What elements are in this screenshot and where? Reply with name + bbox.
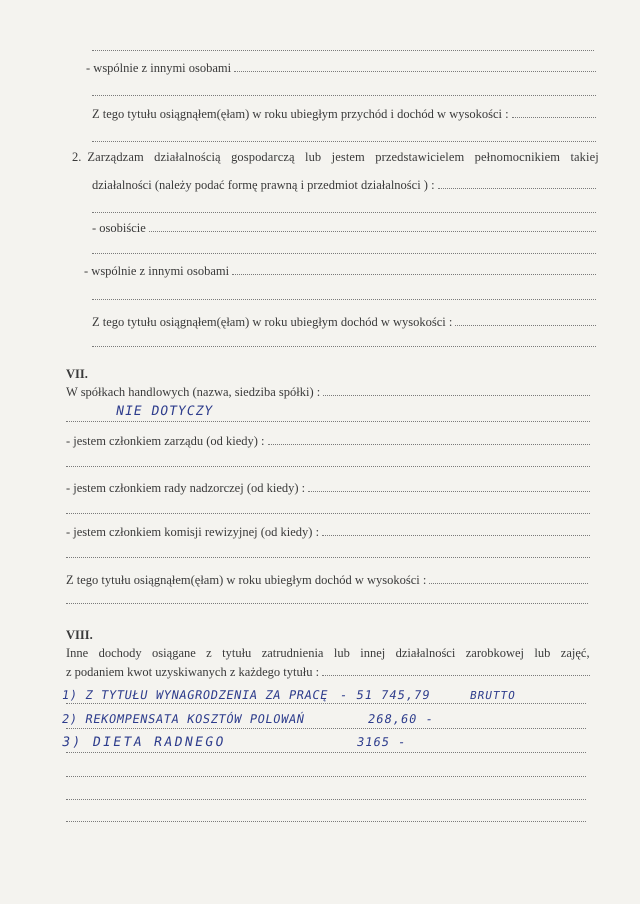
handwritten-nie-dotyczy: NIE DOTYCZY: [114, 404, 215, 419]
dotted-line: [92, 95, 596, 96]
section-viii-heading: VIII.: [66, 628, 93, 642]
zarzad-label: - jestem członkiem zarządu (od kiedy) :: [66, 434, 265, 448]
dotted-line: [66, 703, 586, 704]
entry-3-text: 3) DIETA RADNEGO: [60, 735, 227, 750]
dotted-line: [66, 466, 590, 467]
dotted-line: [92, 253, 596, 254]
spolki-row: [66, 384, 590, 400]
p2-wspolnie-label: - wspólnie z innymi osobami: [84, 264, 230, 278]
dotted-line: [66, 799, 586, 800]
s8-text-line2: z podaniem kwot uzyskiwanych z każdego tytułu :: [66, 665, 320, 679]
s8-text-line1: Inne dochody osiągane z tytułu zatrudnienia lub innej działalności zarobkowej lub zajęć,: [66, 646, 590, 660]
dotted-line: [66, 821, 586, 822]
section-vii-heading: VII.: [66, 367, 88, 381]
entry-1-suffix: BRUTTO: [468, 689, 517, 702]
komisja-label: - jestem członkiem komisji rewizyjnej (od kiedy) :: [66, 525, 320, 539]
s8-line1: [66, 646, 590, 661]
p2-text-line2: działalności (należy podać formę prawną i przedmiot działalności ) :: [92, 178, 435, 192]
dotted-line: [66, 752, 586, 753]
p2-number: 2.: [72, 150, 82, 164]
osobiscie-row: [92, 220, 596, 236]
dotted-line: [92, 346, 596, 347]
dotted-line: [66, 513, 590, 514]
dotted-line: [66, 557, 590, 558]
dotted-line: [92, 141, 596, 142]
s8-line2: [66, 664, 590, 680]
entry-1-text: 1) Z TYTUŁU WYNAGRODZENIA ZA PRACĘ: [60, 688, 330, 702]
dotted-line: [92, 212, 596, 213]
rada-row: [66, 480, 590, 496]
wspolnie-row: [86, 60, 596, 76]
p2-line2: [92, 177, 596, 193]
p2-dochod-row: [92, 314, 596, 330]
komisja-row: [66, 524, 590, 540]
przychod-label: Z tego tytułu osiągnąłem(ęłam) w roku ubiegłym przychód i dochód w wysokości :: [92, 107, 509, 121]
dotted-line: [66, 421, 590, 422]
s7-dochod-label: Z tego tytułu osiągnąłem(ęłam) w roku ubiegłym dochód w wysokości :: [66, 573, 427, 587]
entry-3-amount: 3165 -: [355, 735, 408, 749]
spolki-label: W spółkach handlowych (nazwa, siedziba spółki) :: [66, 385, 321, 399]
entry-2-text: 2) REKOMPENSATA KOSZTÓW POLOWAŃ: [60, 712, 306, 726]
dotted-line: [66, 728, 586, 729]
osobiscie-label: - osobiście: [92, 221, 146, 235]
dotted-line: [66, 776, 586, 777]
p2-text-line1: Zarządzam działalnością gospodarczą lub jestem przedstawicielem pełnomocnikiem takiej: [87, 150, 599, 164]
p2-line1: [72, 150, 598, 165]
entry-2-amount: 268,60 -: [366, 712, 436, 726]
dotted-line: [66, 603, 588, 604]
entry-1-amount: - 51 745,79: [338, 688, 432, 702]
wspolnie-label: - wspólnie z innymi osobami: [86, 61, 232, 75]
przychod-row: [92, 106, 596, 122]
p2-wspolnie-row: [84, 263, 596, 279]
zarzad-row: [66, 433, 590, 449]
p2-dochod-label: Z tego tytułu osiągnąłem(ęłam) w roku ubiegłym dochód w wysokości :: [92, 315, 453, 329]
rada-label: - jestem członkiem rady nadzorczej (od kiedy) :: [66, 481, 306, 495]
dotted-line: [92, 299, 596, 300]
s7-dochod-row: [66, 572, 588, 588]
dotted-line: [92, 50, 594, 51]
